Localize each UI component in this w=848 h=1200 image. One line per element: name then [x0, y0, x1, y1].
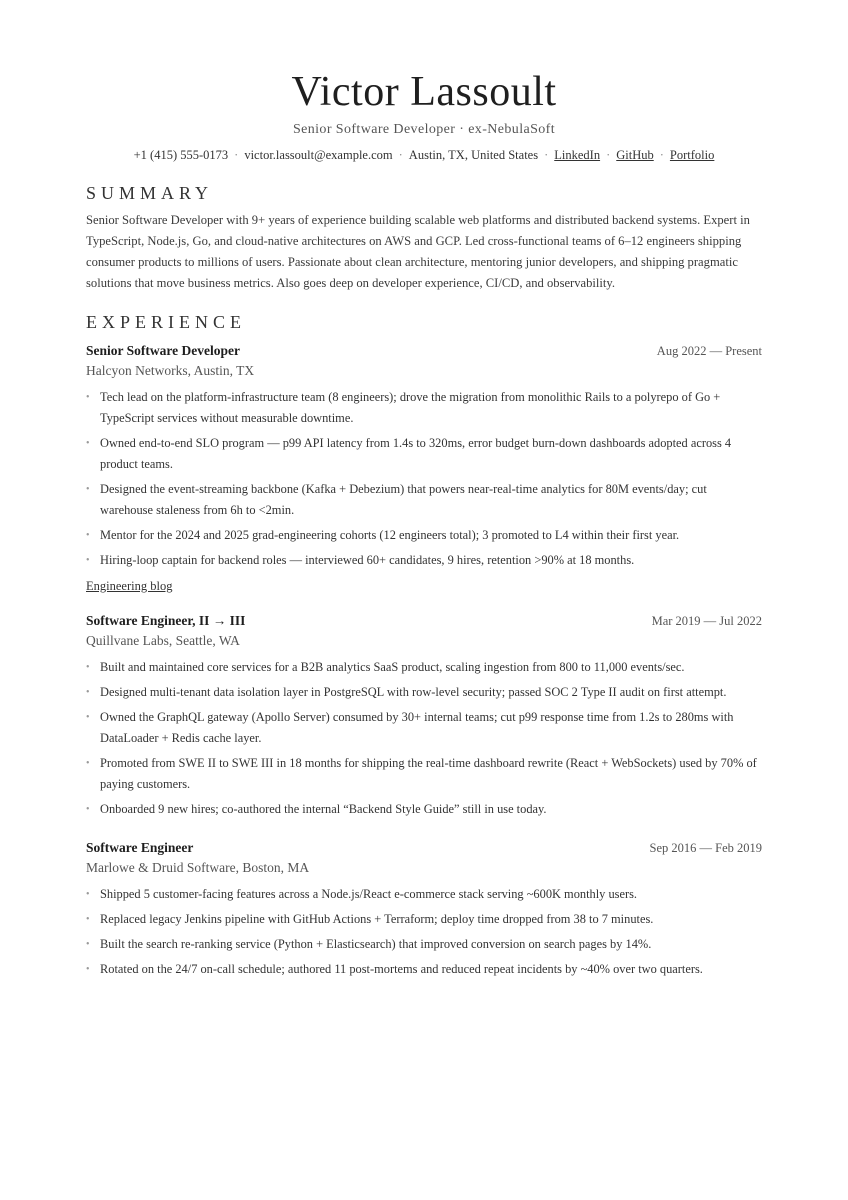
job-role: Senior Software Developer — [86, 343, 240, 358]
job-bullet: • Built the search re-ranking service (Python + Elasticsearch) that improved conversion on search pages by 14%. — [86, 934, 762, 955]
job-role: Software Engineer, II → III — [86, 613, 246, 628]
job-bullet: • Promoted from SWE II to SWE III in 18 months for shipping the real-time dashboard rewrite (React + WebSockets) used by 70% of paying customers. — [86, 753, 762, 795]
candidate-subtitle: Senior Software Developer · ex-NebulaSoft — [292, 122, 556, 137]
job-bullet: • Designed multi-tenant data isolation layer in PostgreSQL with row-level security; passed SOC 2 Type II audit on first attempt. — [86, 682, 762, 703]
contact-separator: · — [659, 148, 664, 162]
job-bullets — [86, 657, 762, 820]
linkedin-link[interactable]: LinkedIn — [554, 148, 601, 162]
job-dates: Sep 2016 — Feb 2019 — [649, 841, 762, 855]
contact-email: victor.lassoult@example.com — [244, 148, 393, 162]
job-header — [86, 613, 762, 629]
job-company: Quillvane Labs, Seattle, WA — [86, 633, 240, 648]
job-entry — [86, 343, 762, 595]
experience-heading: EXPERIENCE — [86, 312, 246, 332]
job-bullet: • Owned end-to-end SLO program — p99 API latency from 1.4s to 320ms, error budget burn-down dashboards adopted across 4 product teams. — [86, 433, 762, 475]
job-entry — [86, 613, 762, 820]
job-entry — [86, 840, 762, 980]
contact-separator: · — [544, 148, 549, 162]
job-bullet: • Hiring-loop captain for backend roles — interviewed 60+ candidates, 9 hires, retention >90% at 18 months. — [86, 550, 762, 571]
job-bullet: • Tech lead on the platform-infrastructure team (8 engineers); drove the migration from monolithic Rails to a polyrepo of Go + TypeScript services without measurable downtime. — [86, 387, 762, 429]
contact-separator: · — [398, 148, 403, 162]
job-header — [86, 840, 762, 856]
contact-separator: · — [606, 148, 611, 162]
contact-location: Austin, TX, United States — [408, 148, 539, 162]
job-bullet: • Mentor for the 2024 and 2025 grad-engineering cohorts (12 engineers total); 3 promoted to L4 within their first year. — [86, 525, 762, 546]
job-role: Software Engineer — [86, 840, 194, 855]
github-link[interactable]: GitHub — [616, 148, 654, 162]
job-bullets — [86, 884, 762, 980]
job-bullet: • Replaced legacy Jenkins pipeline with GitHub Actions + Terraform; deploy time dropped from 38 to 7 minutes. — [86, 909, 762, 930]
candidate-name: Victor Lassoult — [291, 69, 557, 115]
job-dates: Mar 2019 — Jul 2022 — [651, 614, 762, 628]
contact-line — [86, 148, 762, 163]
job-bullet: • Owned the GraphQL gateway (Apollo Server) consumed by 30+ internal teams; cut p99 response time from 1.2s to 280ms with DataLoader + Redis cache layer. — [86, 707, 762, 749]
portfolio-link[interactable]: Portfolio — [669, 148, 715, 162]
job-dates: Aug 2022 — Present — [656, 344, 762, 358]
contact-separator: · — [234, 148, 239, 162]
job-company: Halcyon Networks, Austin, TX — [86, 363, 255, 378]
job-bullet: • Shipped 5 customer-facing features across a Node.js/React e-commerce stack serving ~600K monthly users. — [86, 884, 762, 905]
summary-heading: SUMMARY — [86, 183, 214, 203]
contact-phone: +1 (415) 555-0173 — [133, 148, 229, 162]
job-bullet: • Built and maintained core services for a B2B analytics SaaS product, scaling ingestion from 800 to 11,000 events/sec. — [86, 657, 762, 678]
summary-text: Senior Software Developer with 9+ years of experience building scalable web platforms and distributed backend systems. Expert in TypeScript, Node.js, Go, and cloud-native architectures on AWS and GCP. Led cross-functional teams of 6–12 engineers shipping consumer products to millions of users. Passionate about clean architecture, mentoring junior developers, and shipping pragmatic solutions that move business metrics. Also goes deep on developer experience, CI/CD, and observability. — [86, 213, 750, 290]
job-bullets — [86, 387, 762, 571]
job-bullet: • Onboarded 9 new hires; co-authored the internal “Backend Style Guide” still in use today. — [86, 799, 762, 820]
job-company: Marlowe & Druid Software, Boston, MA — [86, 860, 310, 875]
job-bullet: • Designed the event-streaming backbone (Kafka + Debezium) that powers near-real-time analytics for 80M events/day; cut warehouse staleness from 6h to <2min. — [86, 479, 762, 521]
job-header — [86, 343, 762, 359]
engineering-blog-link[interactable]: Engineering blog — [86, 579, 173, 593]
job-bullet: • Rotated on the 24/7 on-call schedule; authored 11 post-mortems and reduced repeat incidents by ~40% over two quarters. — [86, 959, 762, 980]
